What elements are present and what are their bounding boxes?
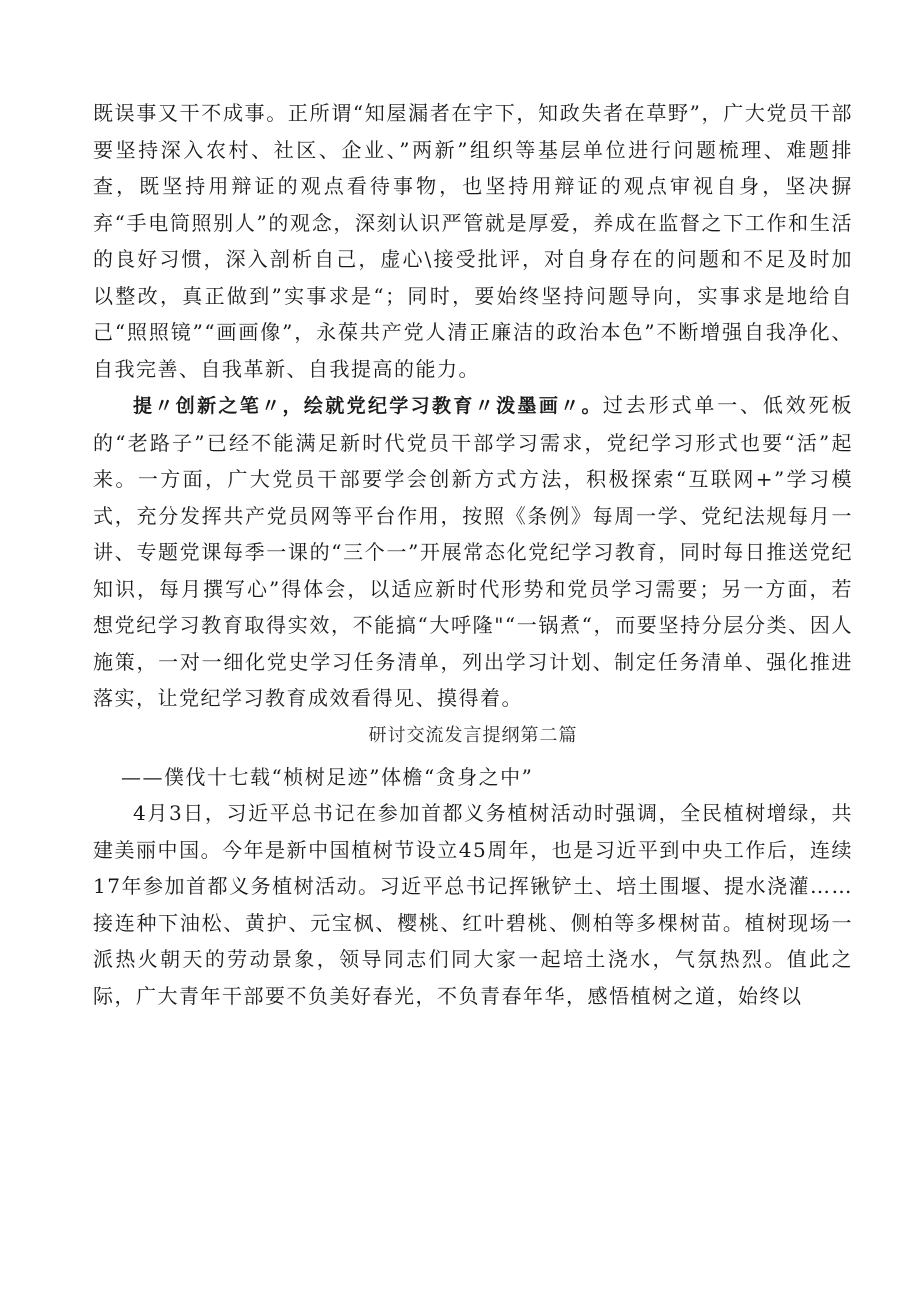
paragraph-3: 4月3日，习近平总书记在参加首都义务植树活动时强调，全民植树增绿，共建美丽中国。今年是新中国植树节设立45周年，也是习近平到中央工作后，连续17年参加首都义务植树活动。习近平总书记挥锹铲土、培土围堰、提水浇灌……接连种下油松、黄护、元宝枫、樱桃、红叶碧桃、侧柏等多棵树苗。植树现场一派热火朝天的劳动景象，领导同志们同大家一起培土浇水，气氛热烈。值此之际，广大青年干部要不负美好春光，不负青春年华，感悟植树之道，始终以 <box>93 801 853 1008</box>
paragraph-2-body: 过去形式单一、低效死板的“老路子”已经不能满足新时代党员干部学习需求，党纪学习形式也要“活”起来。一方面，广大党员干部要学会创新方式方法，积极探索“互联网+”学习模式，充分发挥共产党员网等平台作用，按照《条例》每周一学、党纪法规每月一讲、专题党课每季一课的“三个一”开展常态化党纪学习教育，同时每日推送党纪知识，每月撰写心”得体会，以适应新时代形势和党员学习需要；另一方面，若想党纪学习教育取得实效，不能搞“大呼隆"“一锅煮“，而要坚持分层分类、因人施策，一对一细化党史学习任务清单，列出学习计划、制定任务清单、强化推进落实，让党纪学习教育成效看得见、摸得着。 <box>93 393 853 710</box>
paragraph-2 <box>93 387 853 717</box>
document-body <box>93 95 853 1014</box>
section-title: 研讨交流发言提纲第二篇 <box>368 724 578 746</box>
paragraph-2-lead: 提〃创新之笔〃，绘就党纪学习教育〃泼墨画〃。 <box>133 395 603 417</box>
section-subtitle: ——僕伐十七载“桢树足迹”体檐“贪身之中” <box>121 764 534 789</box>
paragraph-1: 既误事又干不成事。正所谓“知屋漏者在宇下，知政失者在草野”，广大党员干部要坚持深入农村、社区、企业、”两新”组织等基层单位进行问题梳理、难题排查，既坚持用辩证的观点看待事物，也坚持用辩证的观点审视自身，坚决摒弃“手电筒照别人”的观念，深刻认识严管就是厚爱，养成在监督之下工作和生活的良好习惯，深入剖析自己，虚心\接受批评，对自身存在的问题和不足及时加以整改，真正做到”实事求是“；同时，要始终坚持问题导向，实事求是地给自己“照照镜”“画画像”，永葆共产党人清正廉洁的政治本色”不断增强自我净化、自我完善、自我革新、自我提高的能力。 <box>93 101 853 381</box>
